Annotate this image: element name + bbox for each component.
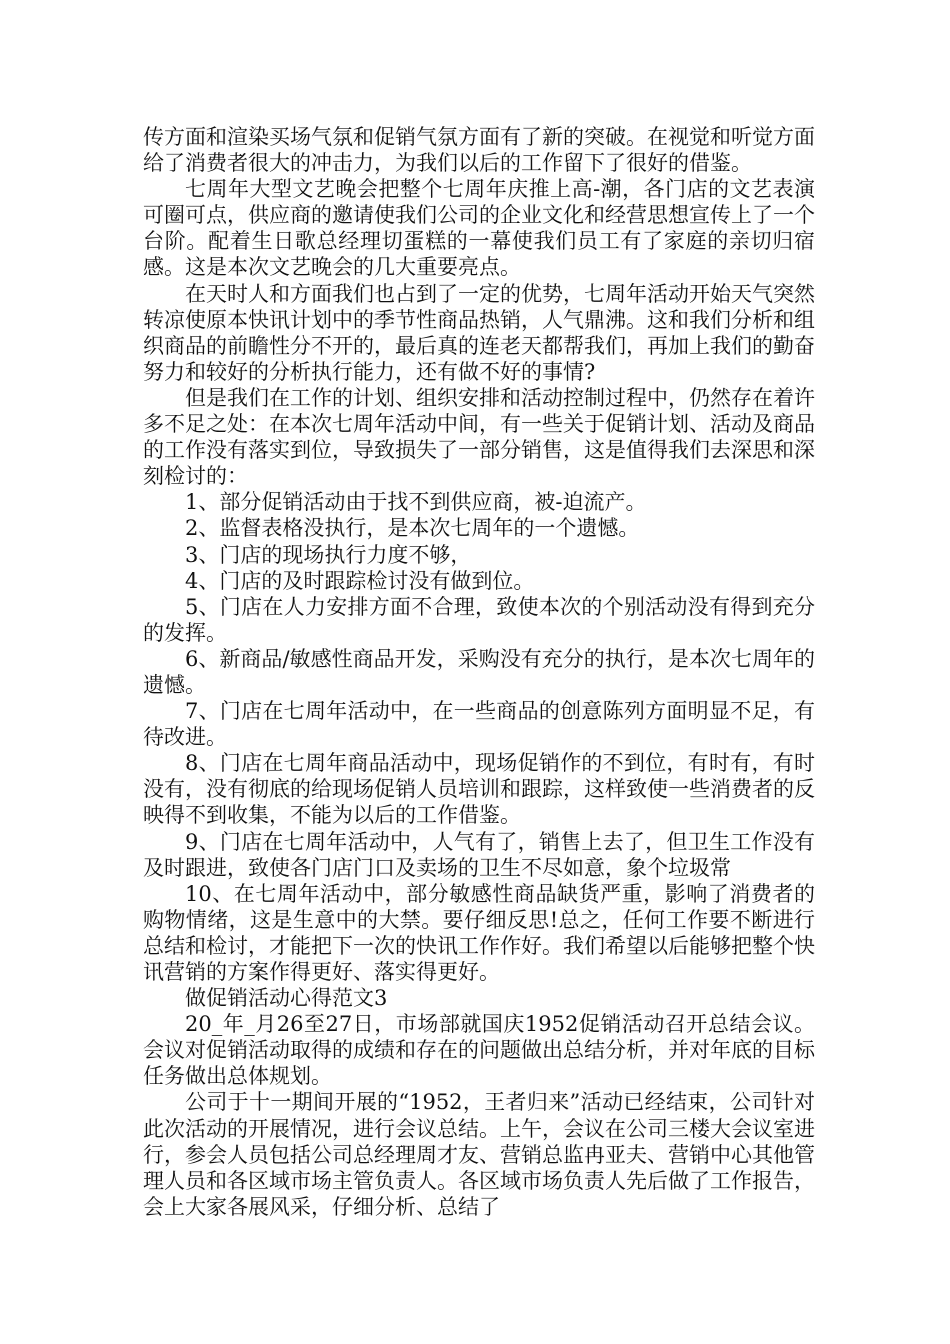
section-heading: 做促销活动心得范文3 [185, 986, 388, 1011]
list-item: 7、门店在七周年活动中，在一些商品的创意陈列方面明显不足，有待改进。 [143, 699, 815, 750]
list-item: 2、监督表格没执行，是本次七周年的一个遗憾。 [185, 516, 640, 541]
list-item: 8、门店在七周年商品活动中，现场促销作的不到位，有时有，有时没有，没有彻底的给现场促销人员培训和跟踪，这样致使一些消费者的反映得不到收集，不能为以后的工作借鉴。 [143, 751, 815, 828]
list-item: 4、门店的及时跟踪检讨没有做到位。 [185, 568, 535, 593]
list-item: 5、门店在人力安排方面不合理，致使本次的个别活动没有得到充分的发挥。 [143, 594, 815, 645]
list-item: 10、在七周年活动中，部分敏感性商品缺货严重，影响了消费者的购物情绪，这是生意中的大禁。要仔细反思!总之，任何工作要不断进行总结和检讨，才能把下一次的快讯工作作好。我们希望以后能够把整个快讯营销的方案作得更好、落实得更好。 [143, 881, 815, 984]
document-body [143, 124, 815, 1220]
list-item: 9、门店在七周年活动中，人气有了，销售上去了，但卫生工作没有及时跟进，致使各门店门口及卖场的卫生不尽如意，象个垃圾常 [143, 829, 815, 880]
paragraph: 在天时人和方面我们也占到了一定的优势，七周年活动开始天气突然转凉使原本快讯计划中的季节性商品热销，人气鼎沸。这和我们分析和组织商品的前瞻性分不开的，最后真的连老天都帮我们，再加上我们的勤奋努力和较好的分析执行能力，还有做不好的事情? [143, 281, 815, 384]
paragraph: 七周年大型文艺晚会把整个七周年庆推上高-潮，各门店的文艺表演可圈可点，供应商的邀请使我们公司的企业文化和经营思想宣传上了一个台阶。配着生日歌总经理切蛋糕的一幕使我们员工有了家庭的亲切归宿感。这是本次文艺晚会的几大重要亮点。 [143, 177, 815, 280]
list-item: 1、部分促销活动由于找不到供应商，被-迫流产。 [185, 490, 647, 515]
paragraph: 传方面和渲染买场气氛和促销气氛方面有了新的突破。在视觉和听觉方面给了消费者很大的冲击力，为我们以后的工作留下了很好的借鉴。 [143, 125, 815, 176]
paragraph: 公司于十一期间开展的“1952，王者归来”活动已经结束，公司针对此次活动的开展情况，进行会议总结。上午，会议在公司三楼大会议室进行，参会人员包括公司总经理周才友、营销总监冉亚夫、营销中心其他管理人员和各区域市场主管负责人。各区域市场负责人先后做了工作报告，会上大家各展风采，仔细分析、总结了 [143, 1090, 815, 1219]
paragraph: 但是我们在工作的计划、组织安排和活动控制过程中，仍然存在着许多不足之处：在本次七周年活动中间，有一些关于促销计划、活动及商品的工作没有落实到位，导致损失了一部分销售，这是值得我们去深思和深刻检讨的： [143, 385, 815, 489]
list-item: 3、门店的现场执行力度不够， [185, 542, 472, 567]
list-item: 6、新商品/敏感性商品开发，采购没有充分的执行，是本次七周年的遗憾。 [143, 646, 815, 697]
paragraph: 20_年_月26至27日，市场部就国庆1952促销活动召开总结会议。会议对促销活动取得的成绩和存在的问题做出总结分析，并对年底的目标任务做出总体规划。 [143, 1012, 815, 1089]
